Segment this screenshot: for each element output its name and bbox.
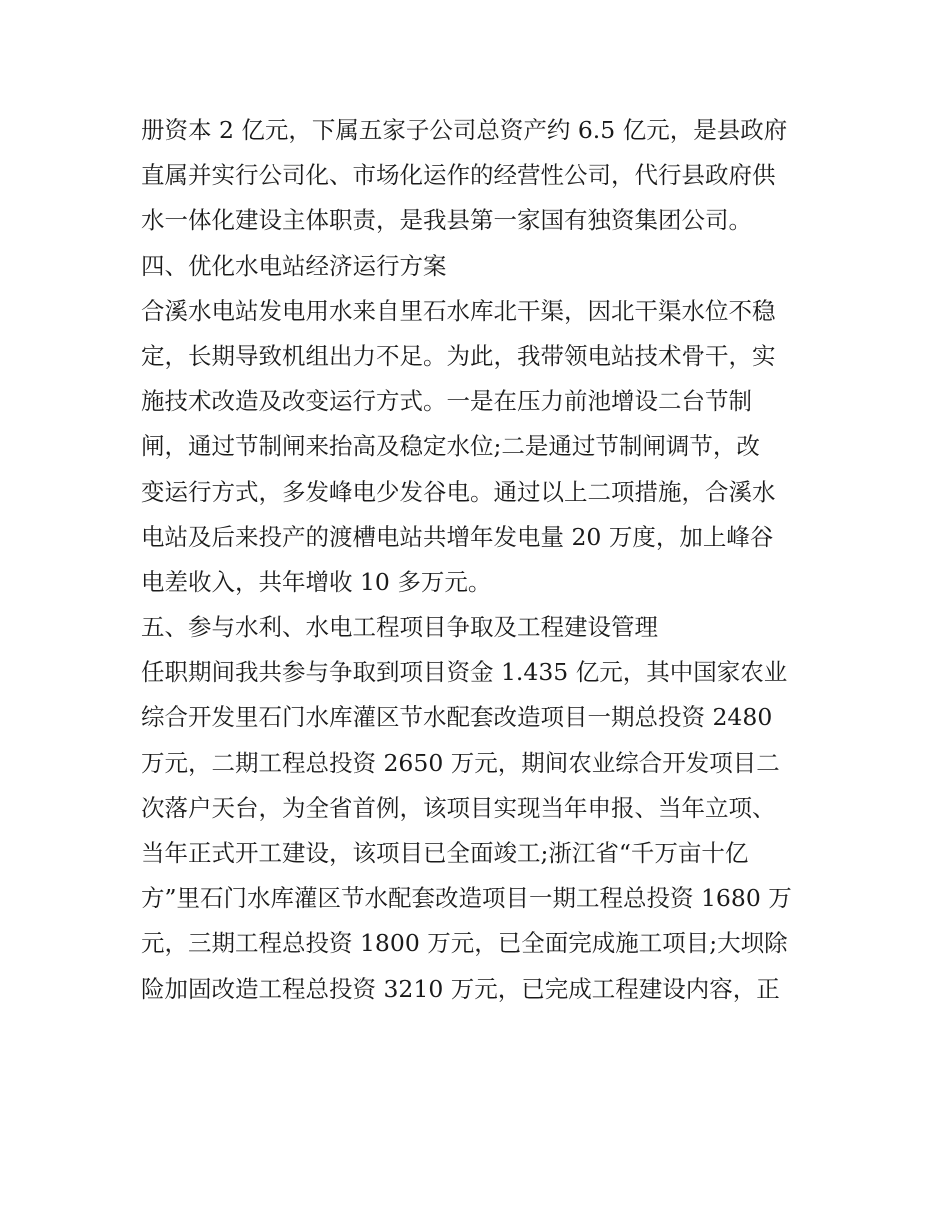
text-line: 电差收入，共年增收 10 多万元。 <box>141 567 492 596</box>
text-line: 万元，二期工程总投资 2650 万元，期间农业综合开发项目二 <box>141 748 780 777</box>
text-line: 直属并实行公司化、市场化运作的经营性公司，代行县政府供 <box>141 161 776 190</box>
text-line: 闸，通过节制闸来抬高及稳定水位;二是通过节制闸调节，改 <box>141 432 760 461</box>
document-body <box>141 108 821 1012</box>
text-line: 元，三期工程总投资 1800 万元，已全面完成施工项目;大坝除 <box>141 929 788 958</box>
text-line: 合溪水电站发电用水来自里石水库北干渠，因北干渠水位不稳 <box>141 296 776 325</box>
text-line: 定，长期导致机组出力不足。为此，我带领电站技术骨干，实 <box>141 341 776 370</box>
section-heading: 四、优化水电站经济运行方案 <box>141 251 447 280</box>
text-line: 施技术改造及改变运行方式。一是在压力前池增设二台节制 <box>141 387 752 416</box>
text-line: 电站及后来投产的渡槽电站共增年发电量 20 万度，加上峰谷 <box>141 522 774 551</box>
text-line: 次落户天台，为全省首例，该项目实现当年申报、当年立项、 <box>141 793 776 822</box>
text-line: 册资本 2 亿元，下属五家子公司总资产约 6.5 亿元，是县政府 <box>141 116 788 144</box>
text-line: 变运行方式，多发峰电少发谷电。通过以上二项措施，合溪水 <box>141 477 776 506</box>
text-line: 方”里石门水库灌区节水配套改造项目一期工程总投资 1680 万 <box>141 884 792 913</box>
text-line: 综合开发里石门水库灌区节水配套改造项目一期总投资 2480 <box>141 703 773 732</box>
text-line: 险加固改造工程总投资 3210 万元，已完成工程建设内容，正 <box>141 974 780 1003</box>
section-heading: 五、参与水利、水电工程项目争取及工程建设管理 <box>141 613 658 642</box>
text-line: 水一体化建设主体职责，是我县第一家国有独资集团公司。 <box>141 206 752 235</box>
text-line: 任职期间我共参与争取到项目资金 1.435 亿元，其中国家农业 <box>141 658 788 687</box>
text-line: 当年正式开工建设，该项目已全面竣工;浙江省“千万亩十亿 <box>141 839 749 867</box>
